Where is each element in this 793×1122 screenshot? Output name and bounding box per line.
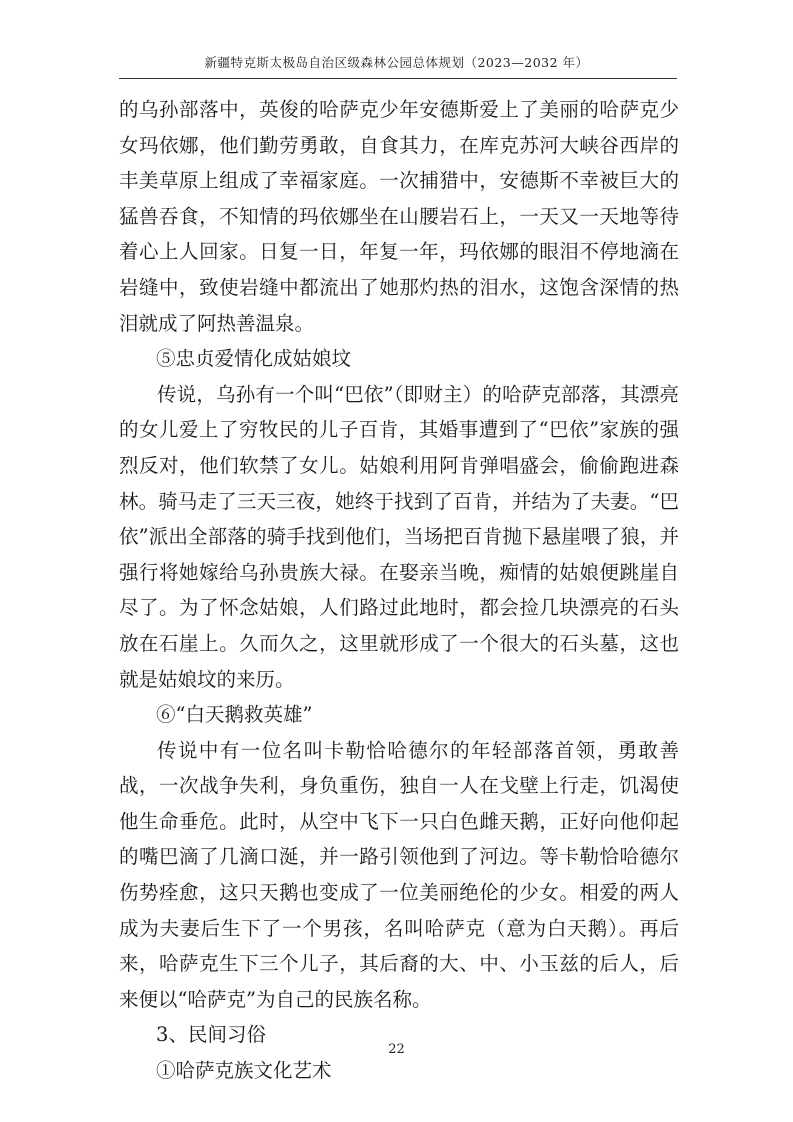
document-body (119, 92, 679, 1089)
section-heading-white-swan: ⑥“白天鹅救英雄” (156, 703, 313, 727)
section-heading-girl-tomb: ⑤忠贞爱情化成姑娘坟 (156, 347, 352, 371)
subsection-heading-kazakh-culture: ①哈萨克族文化艺术 (156, 1059, 332, 1083)
page-number: 22 (388, 1042, 405, 1057)
legend-paragraph-continued: 的乌孙部落中，英俊的哈萨克少年安德斯爱上了美丽的哈萨克少女玛依娜，他们勤劳勇敢，自食其力，在库克苏河大峡谷西岸的丰美草原上组成了幸福家庭。一次捕猎中，安德斯不幸被巨大的猛兽吞食，不知情的玛依娜坐在山腰岩石上，一天又一天地等待着心上人回家。日复一日，年复一年，玛依娜的眼泪不停地滴在岩缝中，致使岩缝中都流出了她那灼热的泪水，这饱含深情的热泪就成了阿热善温泉。 (119, 98, 679, 335)
legend-paragraph-girl-tomb: 传说，乌孙有一个叫“巴依”（即财主）的哈萨克部落，其漂亮的女儿爱上了穷牧民的儿子百肯，其婚事遭到了“巴依”家族的强烈反对，他们软禁了女儿。姑娘利用阿肯弹唱盛会，偷偷跑进森林。骑马走了三天三夜，她终于找到了百肯，并结为了夫妻。“巴依”派出全部落的骑手找到他们，当场把百肯抛下悬崖喂了狼，并强行将她嫁给乌孙贵族大禄。在娶亲当晚，痴情的姑娘便跳崖自尽了。为了怀念姑娘，人们路过此地时，都会捡几块漂亮的石头放在石崖上。久而久之，这里就形成了一个很大的石头墓，这也就是姑娘坟的来历。 (119, 382, 679, 691)
section-heading-folk-customs: 3、民间习俗 (156, 1023, 266, 1047)
legend-paragraph-white-swan: 传说中有一位名叫卡勒恰哈德尔的年轻部落首领，勇敢善战，一次战争失利，身负重伤，独自一人在戈壁上行走，饥渴使他生命垂危。此时，从空中飞下一只白色雌天鹅，正好向他仰起的嘴巴滴了几滴口涎，并一路引领他到了河边。等卡勒恰哈德尔伤势痊愈，这只天鹅也变成了一位美丽绝伦的少女。相爱的两人成为夫妻后生下了一个男孩，名叫哈萨克（意为白天鹅）。再后来，哈萨克生下三个儿子，其后裔的大、中、小玉兹的后人，后来便以“哈萨克”为自己的民族名称。 (119, 738, 679, 1011)
header-divider (119, 78, 677, 79)
running-header: 新疆特克斯太极岛自治区级森林公园总体规划（2023—2032 年） (204, 55, 589, 70)
